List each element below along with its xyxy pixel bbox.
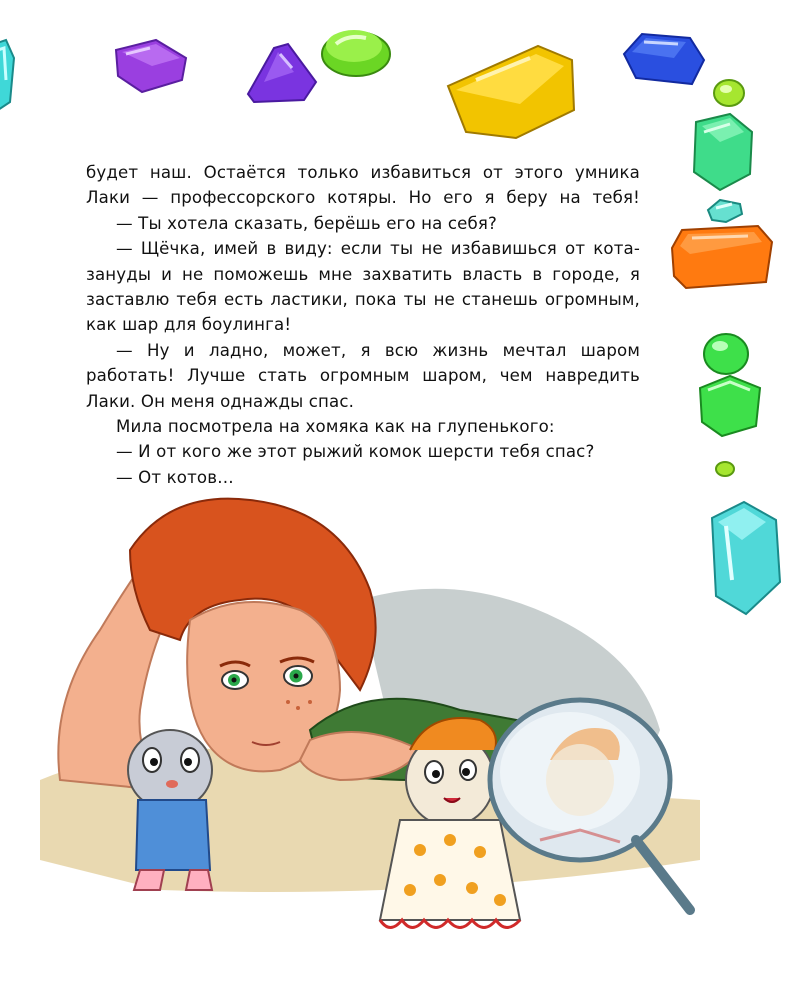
teal-gem-right [690, 112, 756, 192]
paragraph: Мила посмотрела на хомяка как на глупенького: [116, 417, 555, 437]
cyan-gem-tiny [706, 198, 744, 224]
story-text [86, 160, 640, 490]
paragraph: — Ну и ладно, может, я всю жизнь мечтал шаром работать! Лучше стать огромным шаром, чем навредить Лаки. Он меня однажды спас. [86, 340, 640, 411]
story-illustration [40, 480, 720, 960]
green-gem-lower [690, 330, 770, 440]
lime-gem-tiny [714, 460, 736, 478]
cyan-gem-edge-left [0, 40, 18, 110]
paragraph: — Ты хотела сказать, берёшь его на себя? [116, 213, 498, 233]
hamster-in-overalls [128, 730, 212, 890]
paragraph: — И от кого же этот рыжий комок шерсти тебя спас? [116, 442, 595, 462]
lime-gem-top [318, 22, 394, 78]
paragraph: — Щёчка, имей в виду: если ты не избавишься от кота-зануды и не поможешь мне захватить власть в городе, я заставлю тебя есть ластики, пока ты не станешь огромным, как шар для боулинга! [86, 239, 640, 335]
purple-gem-mid [244, 42, 320, 104]
orange-gem-right [670, 224, 774, 290]
blue-gem-top-right [622, 30, 706, 86]
green-gem-small [712, 78, 746, 108]
purple-gem-left [112, 36, 192, 94]
paragraph: будет наш. Остаётся только избавиться от этого умника Лаки — профессорского котяры. Но его я беру на тебя! [86, 163, 640, 208]
paragraph: — От котов… [116, 467, 234, 487]
yellow-gem-large [446, 40, 578, 140]
